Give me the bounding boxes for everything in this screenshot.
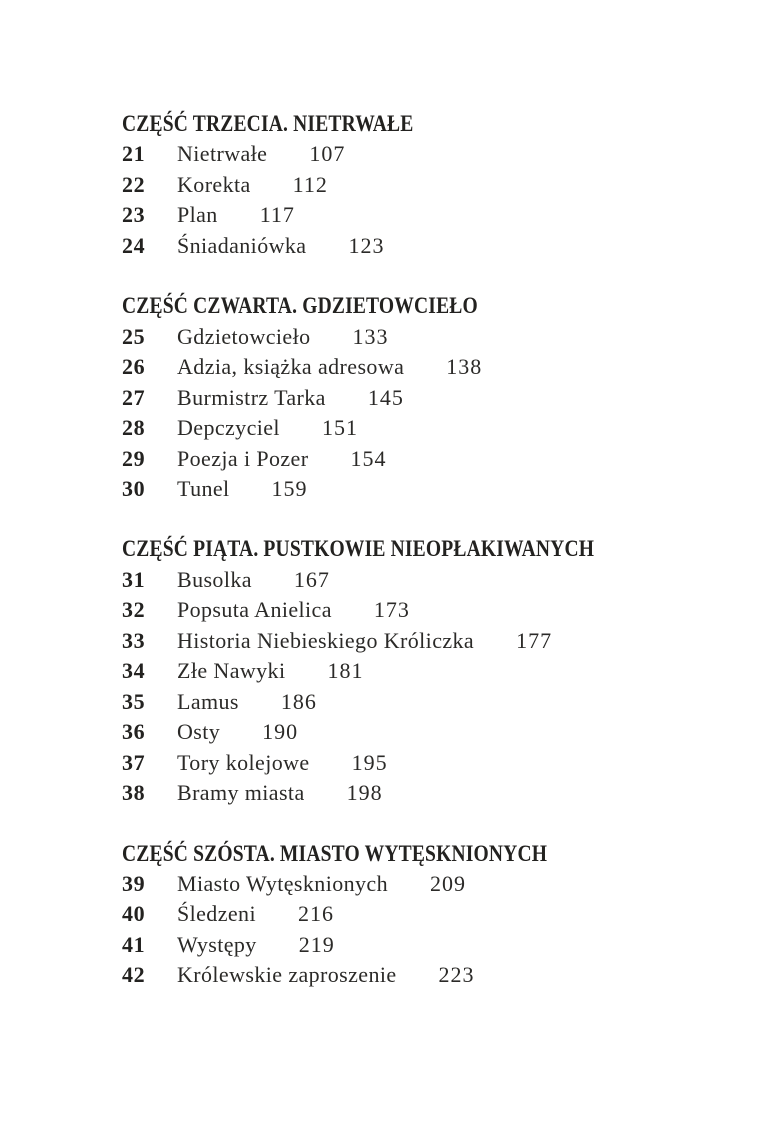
page-number: 159	[271, 475, 308, 501]
section-header: CZĘŚĆ CZWARTA. GDZIETOWCIEŁO	[122, 293, 478, 319]
chapter-title: Lamus	[177, 688, 239, 714]
toc-entry	[122, 960, 702, 990]
chapter-title: Śledzeni	[177, 901, 256, 927]
chapter-number: 23	[122, 202, 146, 228]
chapter-number: 38	[122, 780, 146, 806]
chapter-number: 22	[122, 171, 146, 197]
page-number: 167	[293, 566, 330, 592]
page-number: 190	[262, 719, 299, 745]
page-number: 209	[429, 870, 466, 896]
toc-entry	[122, 139, 702, 169]
page-number: 198	[346, 780, 383, 806]
toc-entry	[122, 565, 702, 595]
toc-section	[122, 291, 702, 504]
toc-entry	[122, 687, 702, 717]
chapter-title: Osty	[177, 719, 221, 745]
chapter-title: Gdzietowcieło	[177, 323, 311, 349]
chapter-title: Adzia, książka adresowa	[177, 354, 405, 380]
page-number: 107	[309, 141, 346, 167]
chapter-title: Królewskie zaproszenie	[177, 962, 397, 988]
page-number: 195	[351, 749, 388, 775]
table-of-contents	[122, 109, 702, 991]
toc-entry	[122, 778, 702, 808]
page-number: 219	[298, 931, 335, 957]
page-number: 112	[292, 171, 328, 197]
chapter-title: Popsuta Anielica	[177, 597, 332, 623]
toc-entry	[122, 413, 702, 443]
section-entries	[122, 322, 702, 505]
chapter-number: 34	[122, 658, 146, 684]
chapter-number: 41	[122, 931, 146, 957]
page-number: 133	[352, 323, 389, 349]
page-number: 123	[348, 232, 385, 258]
page-number: 154	[350, 445, 387, 471]
chapter-title: Bramy miasta	[177, 780, 305, 806]
page-number: 138	[446, 354, 483, 380]
chapter-number: 26	[122, 354, 146, 380]
toc-entry	[122, 322, 702, 352]
toc-entry	[122, 869, 702, 899]
chapter-title: Miasto Wytęsknionych	[177, 870, 388, 896]
section-entries	[122, 139, 702, 261]
chapter-number: 31	[122, 566, 146, 592]
chapter-number: 32	[122, 597, 146, 623]
chapter-number: 39	[122, 870, 146, 896]
toc-section	[122, 534, 702, 808]
chapter-title: Tunel	[177, 475, 230, 501]
chapter-number: 42	[122, 962, 146, 988]
chapter-number: 27	[122, 384, 146, 410]
chapter-title: Korekta	[177, 171, 251, 197]
page-number: 186	[280, 688, 317, 714]
toc-section	[122, 839, 702, 991]
page-number: 181	[327, 658, 364, 684]
chapter-title: Depczyciel	[177, 415, 280, 441]
toc-entry	[122, 899, 702, 929]
toc-entry	[122, 595, 702, 625]
toc-entry	[122, 930, 702, 960]
page-number: 173	[373, 597, 410, 623]
toc-entry	[122, 444, 702, 474]
page-number: 151	[321, 415, 358, 441]
chapter-number: 29	[122, 445, 146, 471]
chapter-number: 35	[122, 688, 146, 714]
page-number: 145	[367, 384, 404, 410]
toc-entry	[122, 231, 702, 261]
toc-entry	[122, 200, 702, 230]
page-number: 117	[259, 202, 295, 228]
chapter-title: Tory kolejowe	[177, 749, 310, 775]
toc-entry	[122, 748, 702, 778]
chapter-title: Śniadaniówka	[177, 232, 307, 258]
chapter-title: Burmistrz Tarka	[177, 384, 326, 410]
toc-entry	[122, 352, 702, 382]
section-header: CZĘŚĆ TRZECIA. NIETRWAŁE	[122, 111, 414, 136]
toc-entry	[122, 474, 702, 504]
toc-entry	[122, 656, 702, 686]
section-header: CZĘŚĆ SZÓSTA. MIASTO WYTĘSKNIONYCH	[122, 840, 548, 866]
chapter-number: 28	[122, 415, 146, 441]
toc-entry	[122, 383, 702, 413]
chapter-title: Złe Nawyki	[177, 658, 286, 684]
chapter-number: 24	[122, 232, 146, 258]
chapter-title: Historia Niebieskiego Króliczka	[177, 627, 475, 653]
chapter-number: 30	[122, 475, 146, 501]
chapter-title: Występy	[177, 931, 257, 957]
page-number: 216	[297, 901, 334, 927]
page-number: 177	[516, 627, 553, 653]
chapter-number: 40	[122, 901, 146, 927]
page-number: 223	[438, 962, 475, 988]
toc-entry	[122, 170, 702, 200]
chapter-title: Plan	[177, 202, 218, 228]
section-entries	[122, 869, 702, 991]
section-header: CZĘŚĆ PIĄTA. PUSTKOWIE NIEOPŁAKIWANYCH	[122, 536, 595, 562]
chapter-number: 33	[122, 627, 146, 653]
chapter-number: 25	[122, 323, 146, 349]
chapter-title: Poezja i Pozer	[177, 445, 309, 471]
toc-section	[122, 109, 702, 261]
chapter-number: 37	[122, 749, 146, 775]
toc-entry	[122, 717, 702, 747]
chapter-number: 36	[122, 719, 146, 745]
chapter-title: Nietrwałe	[177, 141, 268, 167]
section-entries	[122, 565, 702, 809]
toc-entry	[122, 626, 702, 656]
chapter-title: Busolka	[177, 566, 252, 592]
chapter-number: 21	[122, 141, 146, 167]
